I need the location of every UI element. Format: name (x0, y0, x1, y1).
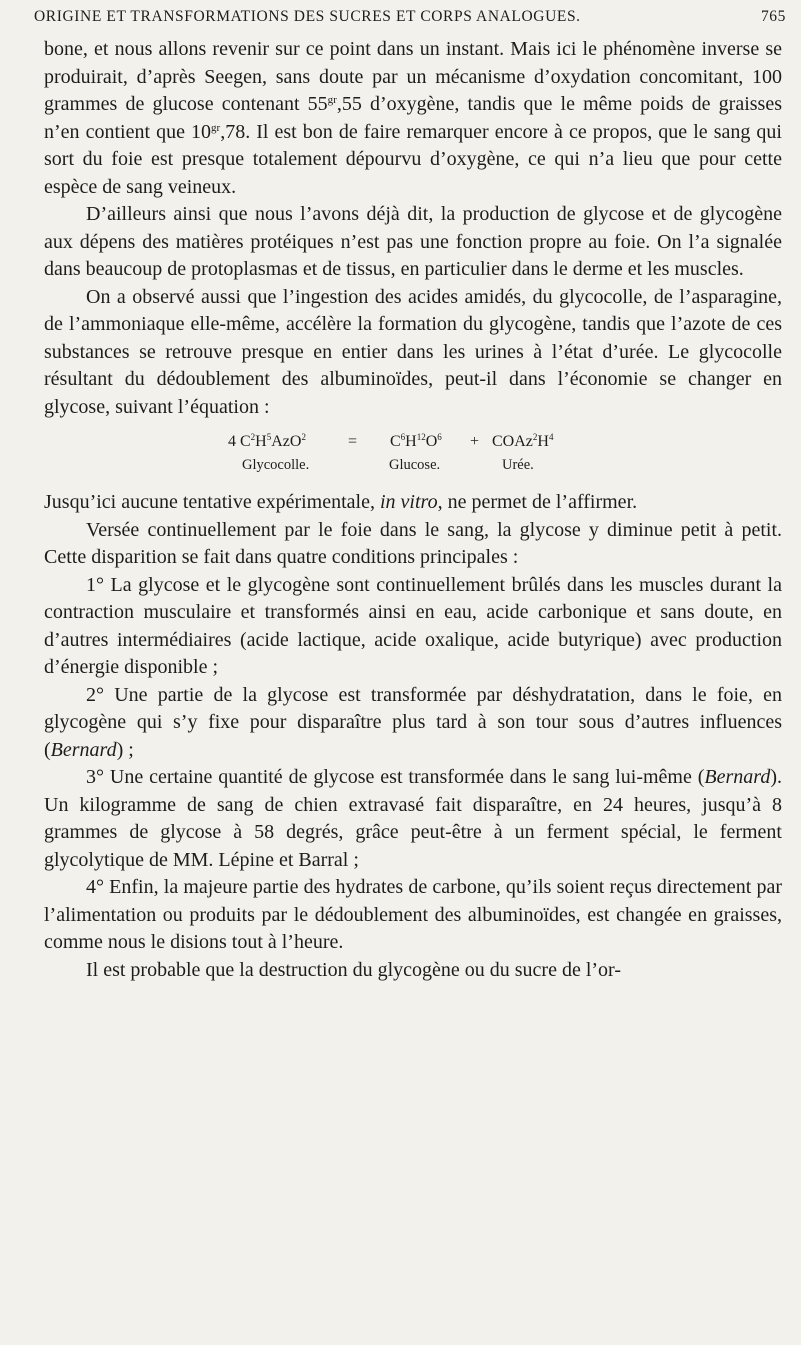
chemical-equation (44, 428, 782, 482)
formula-glucose: $C^6H^{12}O^6$ (390, 432, 442, 450)
formula-uree: $COAz^2H^4$ (492, 432, 554, 450)
list-item-2 (44, 682, 782, 765)
p1-text-c: ,78. Il est bon de faire remarquer encore à ce propos, que le sang qui sort du foie est presque totalement dépourvu d’oxygène, ce qui n’a lieu que pour cette espèce de sang veineux. (44, 120, 782, 198)
author-name: Bernard (50, 738, 117, 761)
running-title: ORIGINE ET TRANSFORMATIONS DES SUCRES ET CORPS ANALOGUES. (34, 8, 581, 25)
list-item-1: 1° La glycose et le glycogène sont continuellement brûlés dans les muscles durant la contraction musculaire et transformés ainsi en eau, acide carbonique et sans doute, en d’autres intermédiaires (acide lactique, acide oxalique, acide butyrique) avec production d’énergie disponible ; (44, 573, 782, 678)
label-uree: Urée. (502, 457, 534, 473)
equals-sign: = (348, 433, 358, 450)
p4-text-a: Jusqu’ici aucune tentative expérimentale, (44, 491, 380, 513)
paragraph-1 (44, 36, 782, 201)
label-glycocolle: Glycocolle. (242, 457, 310, 473)
paragraph-2: D’ailleurs ainsi que nous l’avons déjà dit, la production de glycose et de glycogène aux dépens des matières protéiques n’est pas une fonction propre au foie. On l’a signalée dans beaucoup de protoplasmas et de tissus, en particulier dans le derme et les muscles. (44, 203, 782, 280)
equation-formula (44, 428, 782, 452)
paragraph-3: On a observé aussi que l’ingestion des acides amidés, du glycocolle, de l’asparagine, de l’ammoniaque elle-même, accélère la formation du glycogène, tandis que l’azote de ces substances se retrouve presque en entier dans les urines à l’état d’urée. Le glycocolle résultant du dédoublement des albuminoïdes, peut-il dans l’économie se changer en glycose, suivant l’équation : (44, 285, 782, 418)
paragraph-6: Il est probable que la destruction du glycogène ou du sucre de l’or- (86, 958, 621, 981)
unit-superscript: gr (327, 94, 337, 106)
italic-term: in vitro (379, 491, 438, 513)
paragraph-5: Versée continuellement par le foie dans le sang, la glycose y diminue petit à petit. Cette disparition se fait dans quatre conditions principales : (44, 518, 782, 568)
paragraph-4 (44, 489, 782, 517)
unit-superscript: gr (211, 121, 221, 134)
equation-labels (44, 452, 782, 474)
list-item-3 (44, 764, 782, 874)
item2-text-b: ) ; (116, 738, 134, 761)
page-body (44, 36, 782, 984)
plus-sign: + (470, 433, 480, 450)
author-name: Bernard (704, 766, 771, 788)
item2-text-a: 2° Une partie de la glycose est transformée par déshydratation, dans le foie, en glycogène qui s’y fixe pour disparaître plus tard à son tour sous d’autres influences ( (44, 683, 782, 761)
item3-text-a: 3° Une certaine quantité de glycose est transformée dans le sang lui-même ( (86, 766, 705, 788)
item3-text-b: ). Un kilogramme de sang de chien extravasé fait disparaître, en 24 heures, jusqu’à 8 grammes de glycose à 58 degrés, grâce peut-être à un ferment spécial, le ferment glycolytique de MM. Lépine et Barral ; (44, 766, 782, 871)
p1-text-a: bone, et nous allons revenir sur ce point dans un instant. Mais ici le phénomène inverse se produirait, d’après Seegen, sans doute par un mécanisme d’oxydation concomitant, 100 grammes de glucose contenant 55 (44, 38, 782, 115)
formula-glycocolle: 4 $C^2H^5AzO^2$ (228, 432, 306, 450)
label-glucose: Glucose. (389, 457, 441, 473)
list-item-4: 4° Enfin, la majeure partie des hydrates de carbone, qu’ils soient reçus directement par l’alimentation ou produits par le dédoublement des albuminoïdes, est changée en graisses, comme nous le disions tout à l’heure. (44, 876, 782, 953)
p4-text-b: , ne permet de l’affirmer. (437, 491, 638, 513)
page-number: 765 (760, 8, 786, 25)
running-header (34, 8, 786, 30)
p1-text-b: ,55 d’oxygène, tandis que le même poids de graisses n’en contient que 10 (44, 93, 782, 143)
